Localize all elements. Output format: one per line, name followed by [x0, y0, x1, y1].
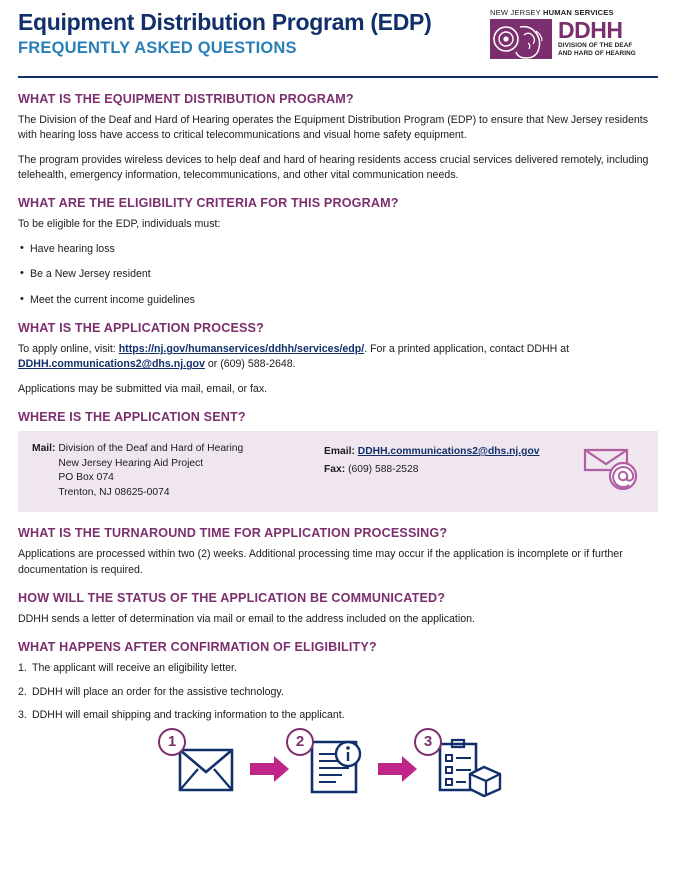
process-step-2: [295, 733, 366, 803]
arrow-right-icon: [248, 754, 292, 784]
mail-address-block: [32, 442, 324, 500]
mail-line-1: Division of the Deaf and Hard of Hearing: [58, 442, 244, 454]
process-step-1: [167, 733, 238, 803]
logo-division-line-2: AND HARD OF HEARING: [558, 49, 636, 57]
page-subtitle: FREQUENTLY ASKED QUESTIONS: [18, 39, 297, 58]
list-item: DDHH will place an order for the assistive technology.: [32, 685, 284, 698]
logo-top-line: [490, 8, 658, 17]
list-item: DDHH will email shipping and tracking information to the applicant.: [32, 709, 345, 722]
faq-question-where-sent: WHERE IS THE APPLICATION SENT?: [18, 409, 246, 424]
mail-address-lines: [58, 442, 243, 500]
ddhh-mark-icon: [490, 19, 552, 59]
list-item: • Be a New Jersey resident: [18, 267, 658, 282]
mail-label: Mail:: [32, 442, 56, 454]
apply-middle-text: . For a printed application, contact DDHH at: [364, 342, 570, 355]
fax-value: (609) 588-2528: [348, 463, 419, 475]
list-item: • Meet the current income guidelines: [18, 293, 658, 308]
step-number-badge: 2: [286, 728, 314, 756]
apply-suffix-text: or (609) 588-2648.: [204, 358, 296, 371]
faq-question-after-confirmation: WHAT HAPPENS AFTER CONFIRMATION OF ELIGIBILITY?: [18, 640, 377, 655]
panel-email-link[interactable]: DDHH.communications2@dhs.nj.gov: [357, 445, 540, 457]
faq-answer-turnaround: Applications are processed within two (2) weeks. Additional processing time may occur if the application is incomplete or if further documentation is required.: [18, 548, 623, 576]
faq-question-status: HOW WILL THE STATUS OF THE APPLICATION BE COMMUNICATED?: [18, 591, 446, 606]
faq-question-eligibility: WHAT ARE THE ELIGIBILITY CRITERIA FOR THIS PROGRAM?: [18, 196, 399, 211]
application-process-answer: [18, 342, 658, 373]
faq-section-program: [18, 92, 658, 183]
faq-section-after-confirmation: [18, 640, 658, 723]
envelope-at-icon: [582, 445, 640, 496]
mail-line-3: PO Box 074: [58, 472, 114, 484]
faq-section-status: [18, 591, 658, 627]
edp-application-link[interactable]: https://nj.gov/humanservices/ddhh/services/edp/: [118, 342, 365, 355]
faq-section-where-sent: [18, 410, 658, 512]
agency-logo: [490, 8, 658, 62]
process-graphic: [18, 733, 658, 817]
page-title: Equipment Distribution Program (EDP): [18, 9, 432, 35]
eligibility-list: [18, 242, 658, 308]
logo-division-line-1: DIVISION OF THE DEAF: [558, 41, 633, 49]
faq-answer-program-p1: The Division of the Deaf and Hard of Hearing operates the Equipment Distribution Program (EDP) to ensure that New Jersey residents with hearing loss have access to critical telecommunications and visual home safety equipment.: [18, 114, 649, 142]
faq-question-program: WHAT IS THE EQUIPMENT DISTRIBUTION PROGRAM?: [18, 92, 354, 106]
faq-content: [0, 78, 676, 817]
faq-answer-program-p2: The program provides wireless devices to help deaf and hard of hearing residents access crucial services delivered remotely, including telehealth, emergency information, telecommunications, and other vital communication needs.: [18, 153, 649, 182]
mail-line-4: Trenton, NJ 08625-0074: [58, 486, 170, 498]
submission-methods-note: Applications may be submitted via mail, email, or fax.: [18, 382, 268, 395]
logo-dept-label: HUMAN SERVICES: [543, 8, 614, 17]
after-confirmation-steps: [18, 661, 658, 723]
eligibility-intro: To be eligible for the EDP, individuals must:: [18, 218, 221, 231]
faq-question-turnaround: WHAT IS THE TURNAROUND TIME FOR APPLICATION PROCESSING?: [18, 526, 448, 541]
fax-label: Fax:: [324, 463, 346, 475]
step-number-badge: 1: [158, 728, 186, 756]
logo-state-label: NEW JERSEY: [490, 8, 543, 17]
apply-prefix-text: To apply online, visit:: [18, 342, 119, 355]
faq-section-eligibility: [18, 196, 658, 307]
list-item: • Have hearing loss: [18, 242, 658, 257]
faq-section-turnaround: [18, 526, 658, 578]
address-panel: [18, 431, 658, 512]
arrow-right-icon: [376, 754, 420, 784]
process-step-3: [423, 733, 502, 803]
step-number-badge: 3: [414, 728, 442, 756]
email-label: Email:: [324, 445, 355, 457]
faq-section-application-process: [18, 321, 658, 397]
header-divider: [18, 76, 658, 78]
faq-question-application-process: WHAT IS THE APPLICATION PROCESS?: [18, 320, 264, 335]
ddhh-email-link[interactable]: DDHH.communications2@dhs.nj.gov: [18, 358, 205, 371]
list-item: The applicant will receive an eligibility letter.: [32, 662, 237, 675]
logo-acronym: DDHH: [558, 17, 623, 44]
page-header: [0, 0, 676, 78]
faq-answer-status: DDHH sends a letter of determination via mail or email to the address included on the application.: [18, 613, 475, 626]
mail-line-2: New Jersey Hearing Aid Project: [58, 457, 204, 469]
